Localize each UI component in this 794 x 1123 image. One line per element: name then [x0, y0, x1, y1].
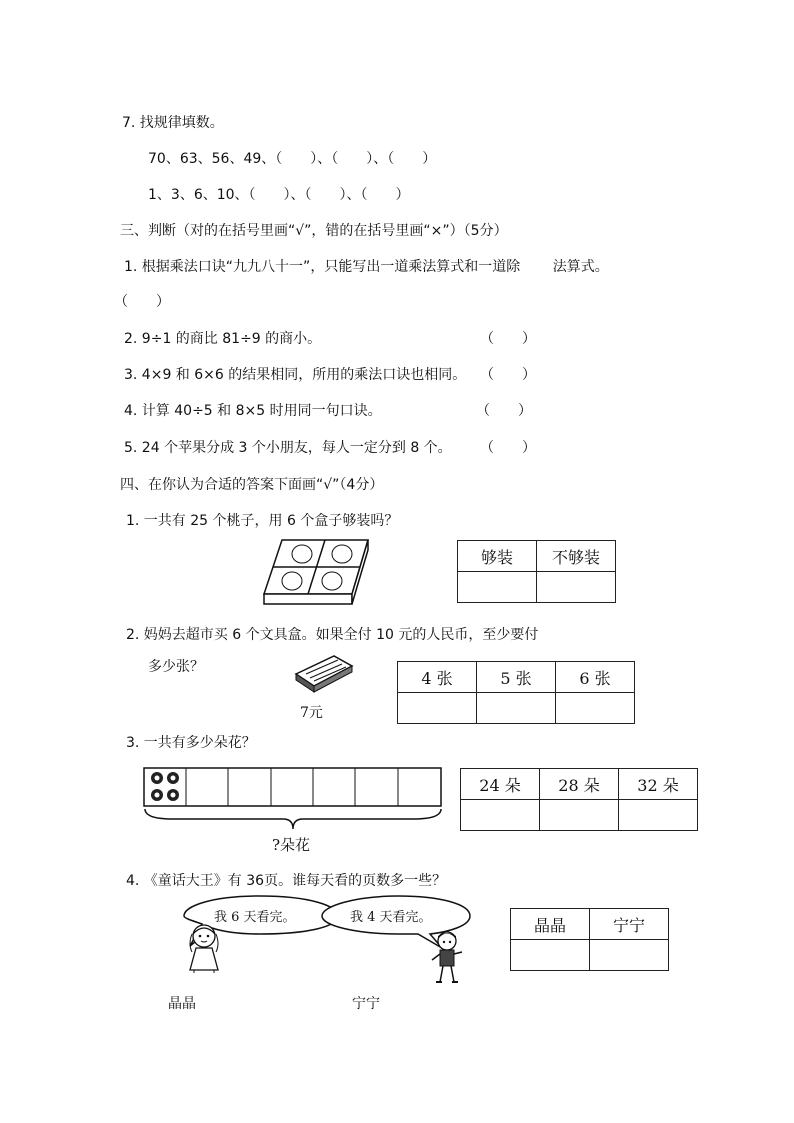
girl-illustration: [184, 922, 224, 974]
judge-paren-3[interactable]: （ ）: [480, 367, 536, 383]
q3-check-cell-28[interactable]: [540, 800, 619, 831]
q1-option-enough: 够装: [458, 541, 537, 572]
q2-text-line1: 2. 妈妈去超市买 6 个文具盒。如果全付 10 元的人民币，至少要付: [126, 627, 539, 643]
q7-sequence-2: 1、3、6、10、（ ）、（ ）、（ ）: [148, 187, 410, 203]
name-jingjing: 晶晶: [168, 996, 196, 1012]
q4-option-jingjing: 晶晶: [511, 909, 590, 940]
judge-paren-2[interactable]: （ ）: [480, 331, 536, 347]
q7-sequence-1: 70、63、56、49、（ ）、（ ）、（ ）: [148, 151, 437, 167]
pencil-case-price: 7元: [300, 705, 323, 721]
judge-item-5: 5. 24 个苹果分成 3 个小朋友，每人一定分到 8 个。: [124, 440, 452, 456]
q3-text: 3. 一共有多少朵花？: [126, 735, 256, 751]
judge-item-2: 2. 9÷1 的商比 81÷9 的商小。: [124, 331, 322, 347]
q2-text-line2: 多少张？: [148, 659, 204, 675]
q1-text: 1. 一共有 25 个桃子，用 6 个盒子够装吗？: [126, 513, 399, 529]
q2-answer-table: [397, 661, 635, 724]
q1-option-not-enough: 不够装: [537, 541, 616, 572]
q2-check-cell-6[interactable]: [556, 693, 635, 724]
bubble-left-text: 我 6 天看完。: [214, 910, 296, 925]
q4-text: 4. 《童话大王》有 36页。谁每天看的页数多一些？: [126, 873, 447, 889]
q4-option-ningning: 宁宁: [590, 909, 669, 940]
q2-option-4: 4 张: [398, 662, 477, 693]
brace-label: ?朵花: [272, 836, 311, 854]
q4-answer-table: [510, 908, 669, 971]
q3-check-cell-24[interactable]: [461, 800, 540, 831]
bubble-right-text: 我 4 天看完。: [350, 910, 432, 925]
name-ningning: 宁宁: [352, 996, 380, 1012]
q2-check-cell-4[interactable]: [398, 693, 477, 724]
q3-answer-table: [460, 768, 698, 831]
q7-title: 7. 找规律填数。: [122, 115, 224, 131]
q3-option-32: 32 朵: [619, 769, 698, 800]
judge-paren-4[interactable]: （ ）: [476, 403, 532, 419]
q1-answer-table: [457, 540, 616, 603]
judge-item-1: 1. 根据乘法口诀“九九八十一”，只能写出一道乘法算式和一道除 法算式。: [124, 259, 609, 275]
section3-title: 三、判断（对的在括号里画“√”，错的在括号里画“×”）（5分）: [120, 223, 508, 239]
boy-illustration: [428, 930, 466, 986]
flower-grid-illustration: [143, 767, 443, 839]
judge-paren-1[interactable]: （ ）: [114, 294, 170, 310]
judge-item-3: 3. 4×9 和 6×6 的结果相同，所用的乘法口诀也相同。: [124, 367, 467, 383]
q3-option-24: 24 朵: [461, 769, 540, 800]
peach-box-illustration: [262, 538, 372, 608]
q2-option-5: 5 张: [477, 662, 556, 693]
q2-check-cell-5[interactable]: [477, 693, 556, 724]
section4-title: 四、在你认为合适的答案下面画“√”（4分）: [120, 477, 384, 493]
q3-check-cell-32[interactable]: [619, 800, 698, 831]
q1-check-cell-not-enough[interactable]: [537, 572, 616, 603]
q4-check-cell-jingjing[interactable]: [511, 940, 590, 971]
q4-check-cell-ningning[interactable]: [590, 940, 669, 971]
q1-check-cell-enough[interactable]: [458, 572, 537, 603]
pencil-case-illustration: [294, 652, 354, 694]
judge-item-4: 4. 计算 40÷5 和 8×5 时用同一句口诀。: [124, 403, 382, 419]
judge-paren-5[interactable]: （ ）: [480, 440, 536, 456]
q3-option-28: 28 朵: [540, 769, 619, 800]
q2-option-6: 6 张: [556, 662, 635, 693]
